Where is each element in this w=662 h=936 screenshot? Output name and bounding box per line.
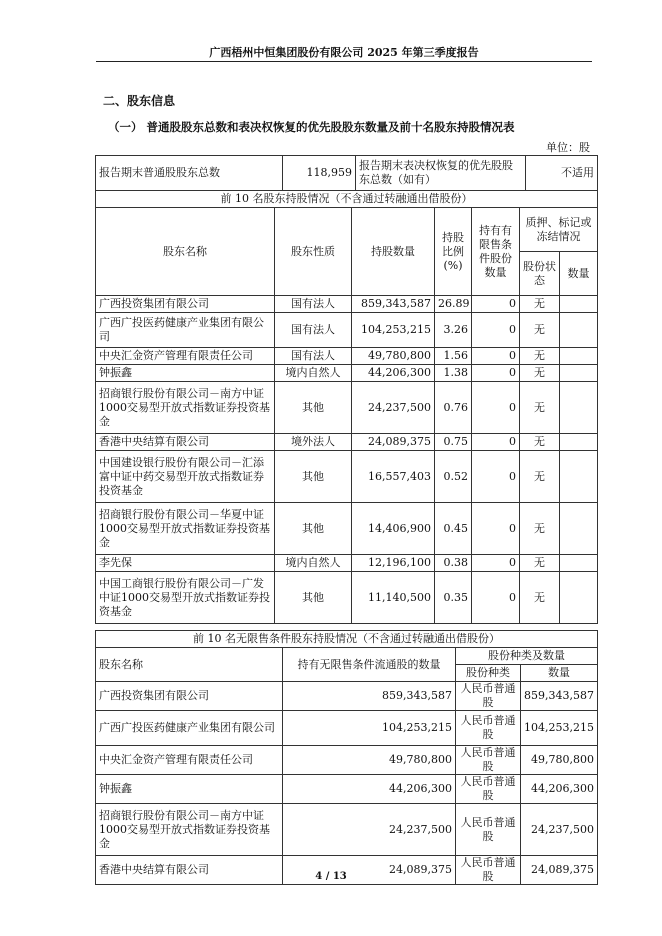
shares-held: 12,196,100 [352,555,435,572]
u-col-header-kind-group: 股份种类及数量 [456,648,598,665]
col-header-shares: 持股数量 [352,208,435,296]
pledge-status: 无 [520,503,560,555]
unrestricted-caption: 前 10 名无限售条件股东持股情况（不含通过转融通出借股份） [96,631,598,648]
shares-held: 44,206,300 [352,365,435,382]
share-kind: 人民币普通股 [456,775,521,804]
shareholder-name: 广西投资集团有限公司 [96,296,275,313]
col-header-restricted: 持有有限售条件股份数量 [472,208,520,296]
unrestricted-rows [96,682,598,885]
unrestricted-qty: 49,780,800 [283,746,456,775]
unrestricted-shareholders-table [95,630,598,885]
section-title: 二、股东信息 [103,94,176,108]
shares-held: 14,406,900 [352,503,435,555]
u-col-header-kind: 股份种类 [456,665,521,682]
table-row [96,775,598,804]
pledge-qty [560,434,598,451]
share-kind: 人民币普通股 [456,856,521,885]
shareholder-name: 中央汇金资产管理有限责任公司 [96,348,275,365]
restricted-shares: 0 [472,451,520,503]
shareholder-nature: 境内自然人 [275,365,352,382]
col-header-ratio: 持股比例(%) [435,208,472,296]
shareholder-name: 中国工商银行股份有限公司－广发中证1000交易型开放式指数证券投资基金 [96,572,275,624]
share-amount: 24,237,500 [521,804,598,856]
restricted-shares: 0 [472,348,520,365]
restricted-shares: 0 [472,555,520,572]
restricted-shares: 0 [472,296,520,313]
unrestricted-qty: 104,253,215 [283,711,456,746]
table-row [96,296,598,313]
shareholder-name: 香港中央结算有限公司 [96,856,283,885]
unrestricted-qty: 44,206,300 [283,775,456,804]
table-row [96,365,598,382]
table-row [96,313,598,348]
top10-caption: 前 10 名股东持股情况（不含通过转融通出借股份） [96,191,598,208]
share-amount: 44,206,300 [521,775,598,804]
table-row [96,555,598,572]
share-kind: 人民币普通股 [456,682,521,711]
holding-ratio: 0.35 [435,572,472,624]
holding-ratio: 0.45 [435,503,472,555]
shares-held: 11,140,500 [352,572,435,624]
u-col-header-amount: 数量 [521,665,598,682]
unit-label: 单位：股 [546,141,590,154]
shares-held: 104,253,215 [352,313,435,348]
pledge-status: 无 [520,348,560,365]
u-col-header-qty: 持有无限售条件流通股的数量 [283,648,456,682]
col-header-pledge-status: 股份状态 [520,252,560,296]
restricted-shares: 0 [472,572,520,624]
unrestricted-qty: 24,237,500 [283,804,456,856]
restricted-shares: 0 [472,503,520,555]
col-header-nature: 股东性质 [275,208,352,296]
holding-ratio: 1.38 [435,365,472,382]
pledge-status: 无 [520,555,560,572]
table-row [96,348,598,365]
shares-held: 24,089,375 [352,434,435,451]
pledge-qty [560,572,598,624]
unrestricted-qty: 859,343,587 [283,682,456,711]
pledge-status: 无 [520,296,560,313]
shareholder-name: 中央汇金资产管理有限责任公司 [96,746,283,775]
summary-pref-value: 不适用 [526,156,598,191]
table-row [96,682,598,711]
pledge-qty [560,348,598,365]
pledge-status: 无 [520,572,560,624]
top10-rows [96,296,598,624]
shareholder-name: 广西投资集团有限公司 [96,682,283,711]
table-row [96,746,598,775]
holding-ratio: 0.75 [435,434,472,451]
shareholder-nature: 其他 [275,572,352,624]
holding-ratio: 0.38 [435,555,472,572]
share-kind: 人民币普通股 [456,746,521,775]
restricted-shares: 0 [472,434,520,451]
unrestricted-qty: 24,089,375 [283,856,456,885]
top10-shareholders-table [95,190,598,624]
shares-held: 16,557,403 [352,451,435,503]
shareholder-name: 广西广投医药健康产业集团有限公司 [96,313,275,348]
pledge-status: 无 [520,382,560,434]
shareholder-name: 中国建设银行股份有限公司－汇添富中证中药交易型开放式指数证券投资基金 [96,451,275,503]
share-kind: 人民币普通股 [456,711,521,746]
holding-ratio: 0.52 [435,451,472,503]
shares-held: 49,780,800 [352,348,435,365]
shareholder-nature: 其他 [275,503,352,555]
report-header: 广西梧州中恒集团股份有限公司 2025 年第三季度报告 [209,46,479,59]
holding-ratio: 0.76 [435,382,472,434]
shares-held: 859,343,587 [352,296,435,313]
table-row [96,503,598,555]
shareholder-nature: 境外法人 [275,434,352,451]
holding-ratio: 26.89 [435,296,472,313]
shareholder-nature: 国有法人 [275,296,352,313]
pledge-qty [560,313,598,348]
share-amount: 104,253,215 [521,711,598,746]
table-row [96,451,598,503]
col-header-pledge-qty: 数量 [560,252,598,296]
shares-held: 24,237,500 [352,382,435,434]
pledge-qty [560,503,598,555]
table-row [96,382,598,434]
pledge-status: 无 [520,434,560,451]
holding-ratio: 3.26 [435,313,472,348]
pledge-status: 无 [520,365,560,382]
col-header-name: 股东名称 [96,208,275,296]
share-amount: 49,780,800 [521,746,598,775]
shareholder-name: 招商银行股份有限公司－南方中证1000交易型开放式指数证券投资基金 [96,804,283,856]
share-amount: 859,343,587 [521,682,598,711]
shareholder-name: 香港中央结算有限公司 [96,434,275,451]
col-header-pledge: 质押、标记或冻结情况 [520,208,598,252]
pledge-qty [560,451,598,503]
pledge-status: 无 [520,451,560,503]
shareholder-nature: 其他 [275,382,352,434]
shareholder-name: 招商银行股份有限公司－华夏中证1000交易型开放式指数证券投资基金 [96,503,275,555]
pledge-status: 无 [520,313,560,348]
shareholder-name: 钟振鑫 [96,775,283,804]
restricted-shares: 0 [472,313,520,348]
shareholder-summary-table [95,155,598,191]
pledge-qty [560,555,598,572]
shareholder-nature: 国有法人 [275,348,352,365]
table-row [96,572,598,624]
header-rule [96,61,592,62]
table-row [96,434,598,451]
pledge-qty [560,296,598,313]
shareholder-name: 招商银行股份有限公司－南方中证1000交易型开放式指数证券投资基金 [96,382,275,434]
restricted-shares: 0 [472,365,520,382]
summary-common-value: 118,959 [283,156,356,191]
share-amount: 24,089,375 [521,856,598,885]
shareholder-name: 广西广投医药健康产业集团有限公司 [96,711,283,746]
table-row [96,804,598,856]
pledge-qty [560,365,598,382]
shareholder-name: 钟振鑫 [96,365,275,382]
summary-common-label: 报告期末普通股股东总数 [96,156,283,191]
share-kind: 人民币普通股 [456,804,521,856]
holding-ratio: 1.56 [435,348,472,365]
shareholder-name: 李先保 [96,555,275,572]
summary-pref-label: 报告期末表决权恢复的优先股股东总数（如有） [356,156,526,191]
u-col-header-name: 股东名称 [96,648,283,682]
page-number: 4 / 13 [315,871,347,882]
shareholder-nature: 境内自然人 [275,555,352,572]
table-row [96,711,598,746]
section-subtitle: （一） 普通股股东总数和表决权恢复的优先股股东数量及前十名股东持股情况表 [108,120,515,134]
restricted-shares: 0 [472,382,520,434]
pledge-qty [560,382,598,434]
shareholder-nature: 其他 [275,451,352,503]
shareholder-nature: 国有法人 [275,313,352,348]
